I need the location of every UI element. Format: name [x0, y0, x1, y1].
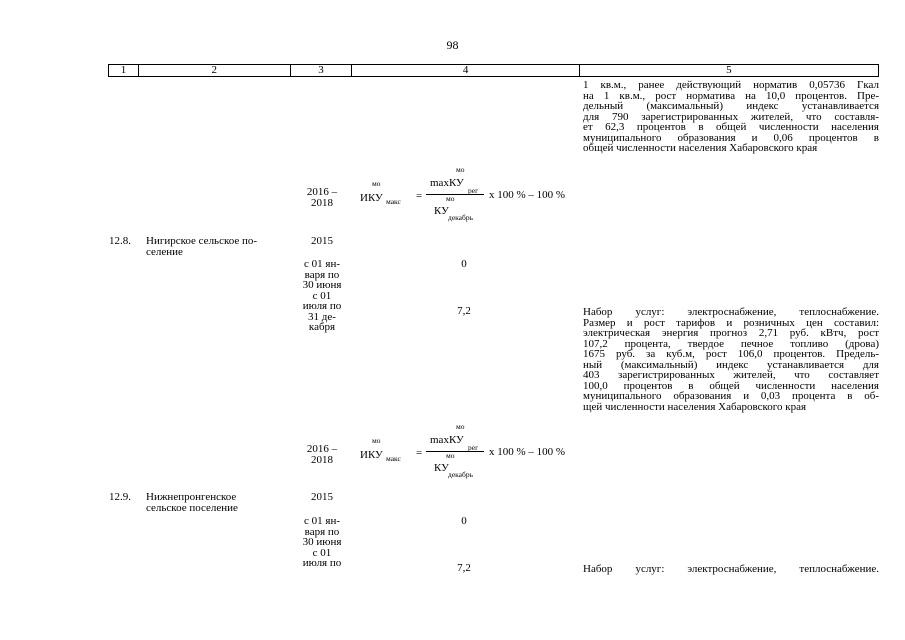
period-2016-2018: 2016 – 2018 — [306, 443, 338, 466]
year-2015: 2015 — [311, 235, 333, 247]
settlement-name: Нигирское сельское по- селение — [146, 235, 258, 258]
index-value-h2: 7,2 — [457, 562, 471, 574]
settlement-name: Нижнепронгенское сельское поселение — [146, 491, 238, 514]
row-number: 12.8. — [109, 235, 131, 247]
period-jan-jun: с 01 ян- варя по 30 июня с 01 июля по 31 де- кабря — [302, 258, 342, 333]
index-value-h1: 0 — [461, 515, 467, 527]
index-value-h1: 0 — [461, 258, 467, 270]
period-jan-jun: с 01 ян- варя по 30 июня с 01 июля по — [302, 515, 342, 569]
page-number: 98 — [446, 38, 459, 52]
header-col-1: 1 — [109, 65, 139, 76]
header-col-2: 2 — [139, 65, 291, 76]
table-header — [108, 64, 879, 77]
services-description: Набор услуг: электроснабжение, теплоснабжение. Размер и рост тарифов и розничных цен составил: электрическая энергия прогноз 2,71 руб. кВтч, рост 107,2 процента, твердое печное топливо (дрова) 1675 руб. за куб.м, рост 106,0 процентов. Предель- ный (максимальный) индекс устанавливается для 403 зарегистрированных жителей, что составляет 100,0 процентов в общей численности населения муниципального образования и 0,03 процента в об- щей численности населения Хабаровского края — [583, 306, 879, 413]
period-2016-2018: 2016 – 2018 — [306, 186, 338, 209]
services-description: Набор услуг: электроснабжение, теплоснабжение. — [583, 563, 879, 575]
header-col-5: 5 — [726, 64, 732, 76]
formula-max-index: мо ИКУ макс = мо maxКУ рег мо КУ декабрь х 100 % – 100 % — [360, 422, 566, 479]
header-col-3: 3 — [291, 65, 353, 76]
continuation-text: 1 кв.м., ранее действующий норматив 0,05736 Гкал на 1 кв.м., рост норматива на 10,0 процентов. Пре- дельный (максимальный) индекс устанавливается для 790 зарегистрированных жителей, что составля- ет 62,3 процентов в общей численности населения муниципального образования и 0,06 процентов в общей численности населения Хабаровского края — [583, 79, 879, 154]
row-number: 12.9. — [109, 491, 131, 503]
header-col-4: 4 — [352, 65, 579, 76]
index-value-h2: 7,2 — [457, 305, 471, 317]
formula-max-index: мо ИКУ макс = мо maxКУ рег мо КУ декабрь х 100 % – 100 % — [360, 165, 566, 222]
year-2015: 2015 — [311, 491, 333, 503]
